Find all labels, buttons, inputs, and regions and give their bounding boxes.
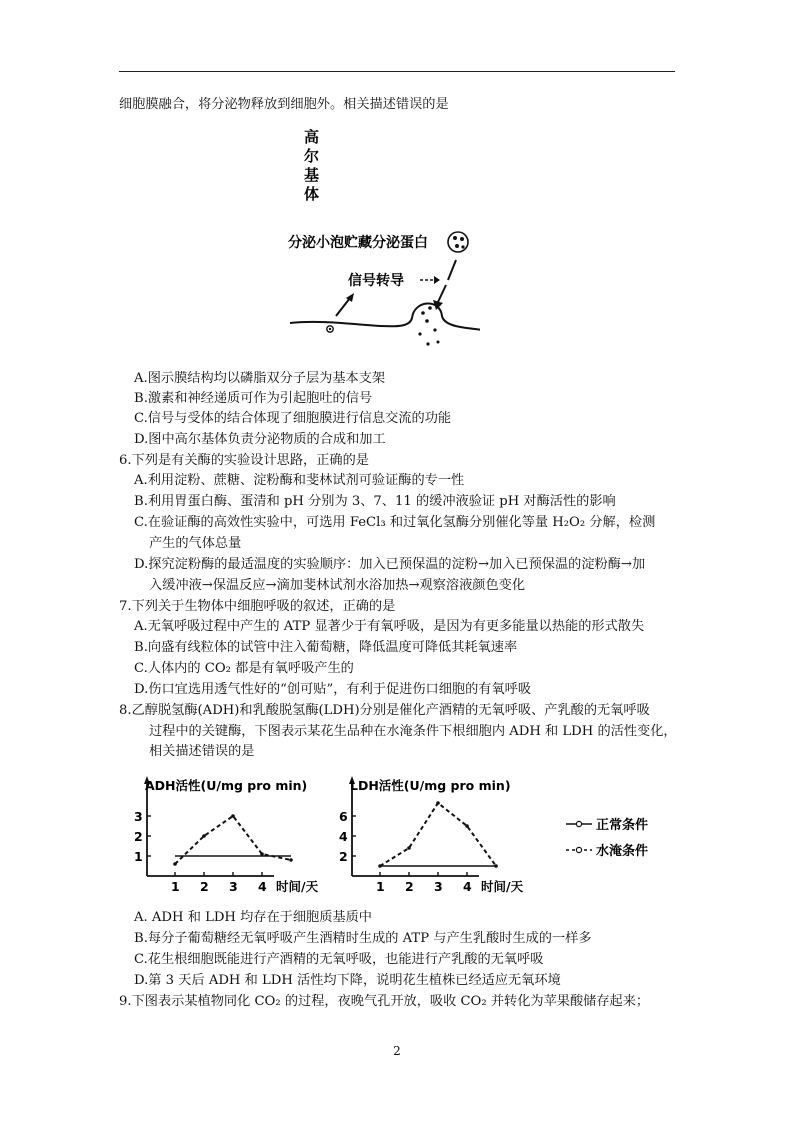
signal-label: 信号转导 <box>348 273 404 289</box>
x-axis-label: 时间/天 <box>481 879 524 894</box>
q6-option-b[interactable]: B.利用胃蛋白酶、蛋清和 pH 分别为 3、7、11 的缓冲液验证 pH 对酶活性的影响 <box>134 494 616 509</box>
q8-option-c[interactable]: C.花生根细胞既能进行产酒精的无氧呼吸，也能进行产乳酸的无氧呼吸 <box>134 952 544 967</box>
y-tick-label: 4 <box>339 829 348 844</box>
receptor-icon <box>327 326 333 332</box>
q6-option-d-cont: 入缓冲液→保温反应→滴加斐林试剂水浴加热→观察溶液颜色变化 <box>149 578 526 593</box>
q8-option-a[interactable]: A. ADH 和 LDH 均存在于细胞质基质中 <box>134 910 372 925</box>
released-granules <box>418 306 439 345</box>
q7-stem: 7.下列关于生物体中细胞呼吸的叙述，正确的是 <box>119 599 396 614</box>
q7-option-b[interactable]: B.向盛有线粒体的试管中注入葡萄糖，降低温度可降低其耗氧速率 <box>134 640 518 655</box>
ldh-chart <box>330 772 555 901</box>
flood-series-point <box>260 852 264 856</box>
legend-normal-swatch <box>566 821 592 826</box>
flood-series-point <box>436 801 440 805</box>
legend-flood-label: 水淹条件 <box>596 844 649 859</box>
ldh-chart-svg <box>330 772 555 897</box>
y-tick-label: 3 <box>134 809 143 824</box>
x-tick-label: 1 <box>376 879 385 894</box>
flood-series-point <box>407 846 411 850</box>
q6-option-c[interactable]: C.在验证酶的高效性实验中，可选用 FeCl₃ 和过氧化氢酶分别催化等量 H₂O₂ 分解，检测 <box>134 515 656 530</box>
x-tick-label: 2 <box>200 879 209 894</box>
y-axis-label: LDH活性(U/mg pro min) <box>350 778 511 793</box>
legend-flood-swatch <box>566 847 592 852</box>
x-tick-label: 4 <box>463 879 472 894</box>
flood-series-point <box>173 862 177 866</box>
exocytosis-diagram <box>280 120 480 360</box>
vesicle-label: 分泌小泡贮藏分泌蛋白 <box>288 235 428 251</box>
q5-option-d[interactable]: D.图中高尔基体负责分泌物质的合成和加工 <box>134 432 386 447</box>
flood-series-point <box>494 864 498 868</box>
x-tick-label: 2 <box>405 879 414 894</box>
legend-normal-label: 正常条件 <box>596 818 649 833</box>
page-number: 2 <box>393 1044 401 1058</box>
q6-option-c-cont: 产生的气体总量 <box>149 536 242 551</box>
x-tick-label: 3 <box>434 879 443 894</box>
receptor-arrow-icon <box>336 293 354 316</box>
q5-option-c[interactable]: C.信号与受体的结合体现了细胞膜进行信息交流的功能 <box>134 411 452 426</box>
adh-chart <box>125 772 325 901</box>
q5-stem-tail: 细胞膜融合，将分泌物释放到细胞外。相关描述错误的是 <box>119 97 449 112</box>
header-rule <box>119 71 675 72</box>
golgi-label-char: 尔 <box>304 147 320 165</box>
flood-series-line <box>380 803 496 866</box>
q8-stem: 8.乙醇脱氢酶(ADH)和乳酸脱氢酶(LDH)分别是催化产酒精的无氧呼吸、产乳酸的无氧呼吸 <box>119 703 650 718</box>
flood-series-point <box>202 834 206 838</box>
exocytosis-figure <box>280 120 480 360</box>
flood-series-point <box>289 858 293 862</box>
legend-svg <box>560 812 690 862</box>
q6-stem: 6.下列是有关酶的实验设计思路，正确的是 <box>119 453 369 468</box>
flood-series-point <box>231 814 235 818</box>
cell-membrane <box>290 303 480 331</box>
golgi-label-char: 基 <box>304 166 320 184</box>
x-axis-label: 时间/天 <box>276 879 319 894</box>
signal-arrow-icon <box>420 276 440 284</box>
q7-option-d[interactable]: D.伤口宜选用透气性好的“创可贴”，有利于促进伤口细胞的有氧呼吸 <box>134 682 532 697</box>
x-tick-label: 3 <box>229 879 238 894</box>
q8-stem-cont: 过程中的关键酶，下图表示某花生品种在水淹条件下根细胞内 ADH 和 LDH 的活性变化， <box>149 724 677 739</box>
golgi-label-char: 高 <box>304 128 320 146</box>
golgi-label-char: 体 <box>304 185 320 203</box>
x-tick-label: 1 <box>171 879 180 894</box>
chart-legend <box>560 812 690 862</box>
vesicle-arrow-line <box>448 260 456 280</box>
q6-option-d[interactable]: D.探究淀粉酶的最适温度的实验顺序：加入已预保温的淀粉→加入已预保温的淀粉酶→加 <box>134 557 646 572</box>
q7-option-c[interactable]: C.人体内的 CO₂ 都是有氧呼吸产生的 <box>134 661 354 676</box>
y-tick-label: 2 <box>339 849 348 864</box>
q8-option-b[interactable]: B.每分子葡萄糖经无氧呼吸产生酒精时生成的 ATP 与产生乳酸时生成的一样多 <box>134 931 592 946</box>
q5-option-b[interactable]: B.激素和神经递质可作为引起胞吐的信号 <box>134 391 373 406</box>
flood-series-point <box>465 824 469 828</box>
q8-option-d[interactable]: D.第 3 天后 ADH 和 LDH 活性均下降，说明花生植株已经适应无氧环境 <box>134 973 561 988</box>
vesicle-icon <box>448 232 468 252</box>
y-axis-label: ADH活性(U/mg pro min) <box>145 778 308 793</box>
x-tick-label: 4 <box>258 879 267 894</box>
q6-option-a[interactable]: A.利用淀粉、蔗糖、淀粉酶和斐林试剂可验证酶的专一性 <box>134 473 465 488</box>
flood-series-point <box>378 864 382 868</box>
vesicle-down-arrow-icon <box>433 285 446 310</box>
adh-chart-svg <box>125 772 325 897</box>
y-tick-label: 1 <box>134 849 143 864</box>
q8-stem-cont: 相关描述错误的是 <box>149 744 255 759</box>
q9-stem: 9.下图表示某植物同化 CO₂ 的过程，夜晚气孔开放，吸收 CO₂ 并转化为苹果酸储存起来； <box>119 994 650 1009</box>
y-tick-label: 6 <box>339 809 348 824</box>
y-tick-label: 2 <box>134 829 143 844</box>
q7-option-a[interactable]: A.无氧呼吸过程中产生的 ATP 显著少于有氧呼吸，是因为有更多能量以热能的形式散失 <box>134 619 645 634</box>
q5-option-a[interactable]: A.图示膜结构均以磷脂双分子层为基本支架 <box>134 371 386 386</box>
